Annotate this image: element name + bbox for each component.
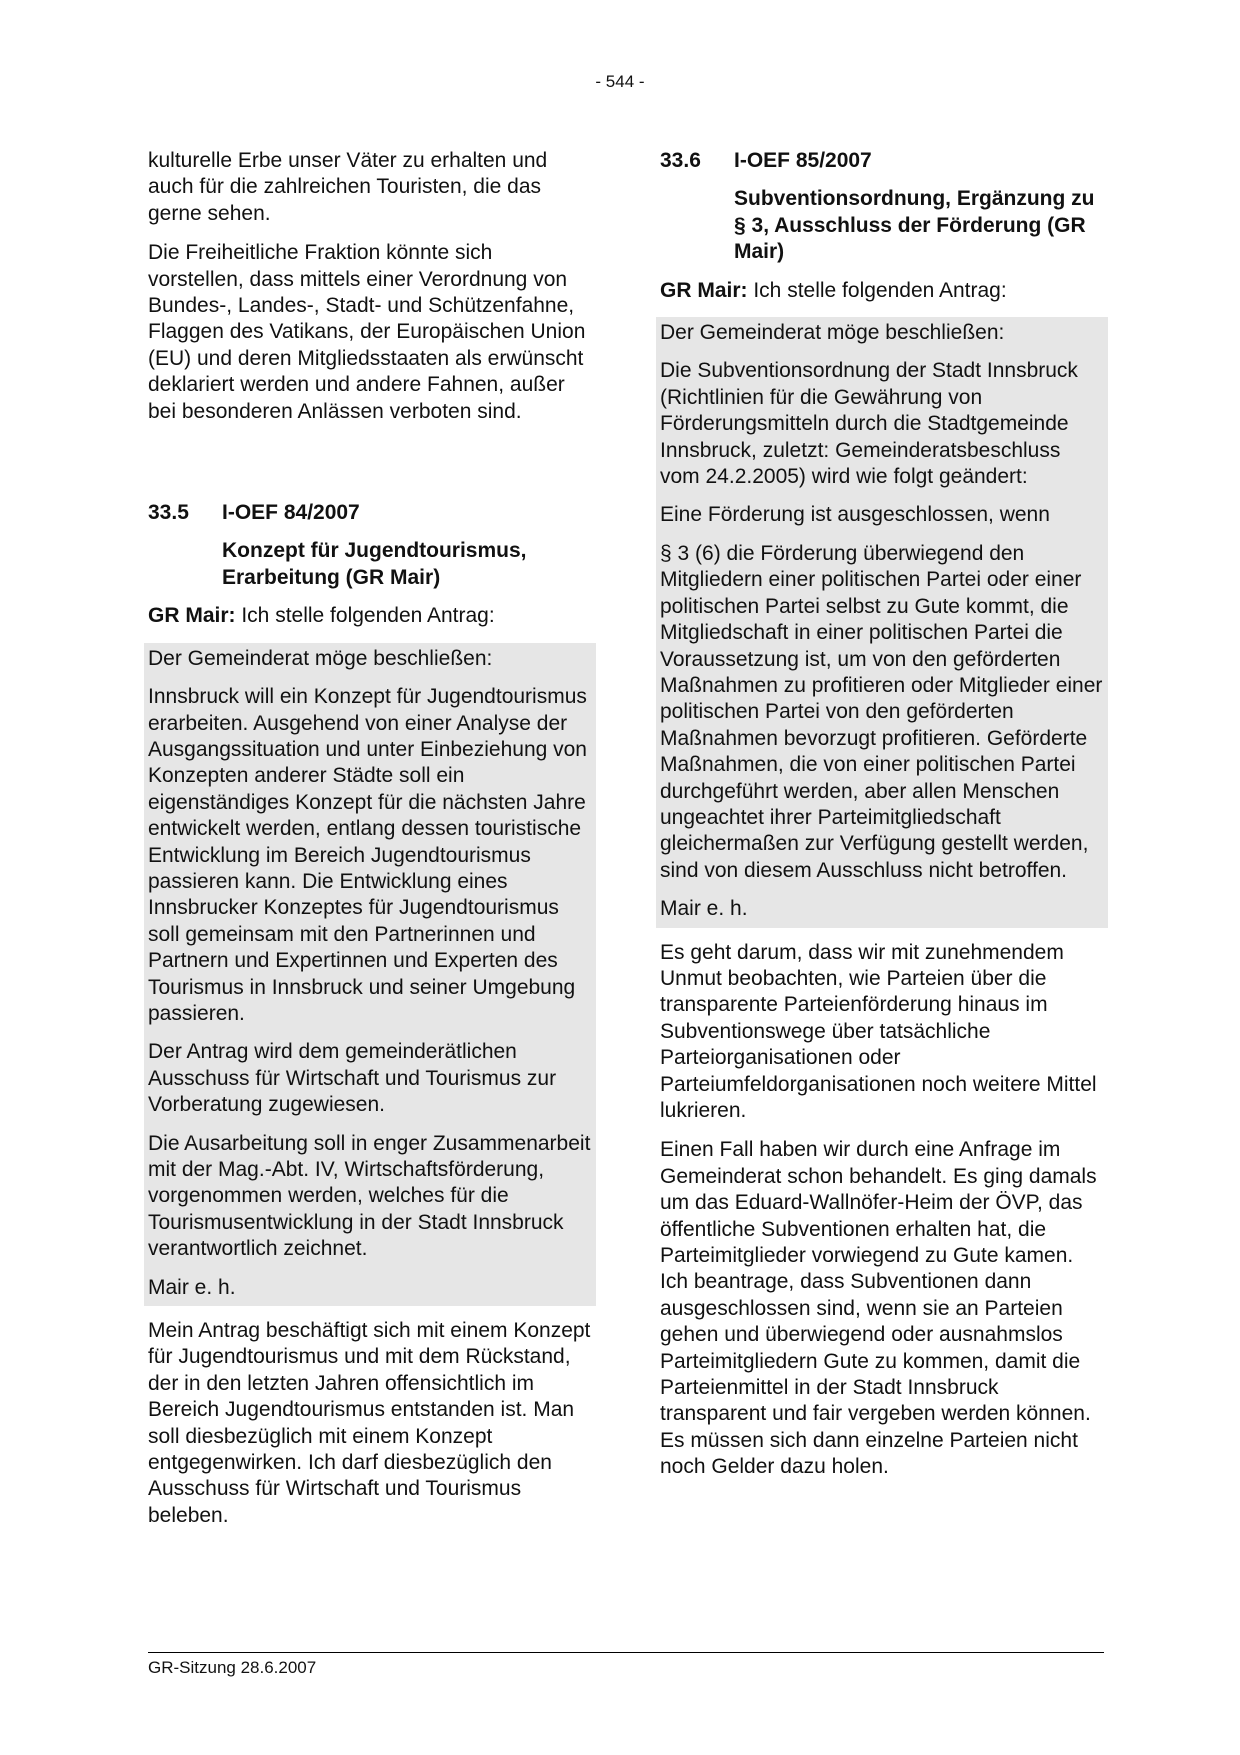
motion-box — [656, 317, 1108, 928]
left-column — [148, 148, 592, 1542]
motion-box — [144, 643, 596, 1306]
intro-paragraph: Die Freiheitliche Fraktion könnte sich vorstellen, dass mittels einer Verordnung von Bundes-, Landes-, Stadt- und Schützenfahne, Flaggen des Vatikans, der Europäischen Union (EU) und deren Mitgliedsstaaten als erwünscht deklariert werden und andere Fahnen, außer bei besonderen Anlässen verboten sind. — [148, 241, 586, 423]
speaker-line — [148, 603, 592, 629]
footer-divider — [148, 1652, 1104, 1653]
intro-paragraph: kulturelle Erbe unser Väter zu erhalten und auch für die zahlreichen Touristen, die das gerne sehen. — [148, 149, 548, 225]
section-title: Subventionsordnung, Ergänzung zu § 3, Ausschluss der Förderung (GR Mair) — [734, 187, 1095, 264]
motion-paragraph: Der Gemeinderat möge beschließen: — [660, 321, 1005, 345]
section-heading — [148, 500, 592, 526]
motion-paragraph: Der Antrag wird dem gemeinderätlichen Ausschuss für Wirtschaft und Tourismus zur Vorberatung zugewiesen. — [148, 1040, 557, 1117]
section-number: 33.6 — [660, 149, 701, 172]
explanation-paragraph: Mein Antrag beschäftigt sich mit einem Konzept für Jugendtourismus und mit dem Rückstand, der in den letzten Jahren offensichtlich im Bereich Jugendtourismus entstanden ist. Man soll diesbezüglich mit einem Konzept entgegenwirken. Ich darf diesbezüglich den Ausschuss für Wirtschaft und Tourismus beleben. — [148, 1319, 591, 1527]
section-code: I-OEF 84/2007 — [222, 501, 360, 525]
page-number: - 544 - — [595, 72, 645, 91]
right-column — [660, 148, 1104, 1494]
speaker-name: GR Mair: — [148, 604, 236, 628]
speaker-name: GR Mair: — [660, 278, 748, 302]
speaker-text: Ich stelle folgenden Antrag: — [235, 604, 495, 628]
motion-paragraph: Die Subventionsordnung der Stadt Innsbruck (Richtlinien für die Gewährung von Förderungsmitteln durch die Stadtgemeinde Innsbruck, zuletzt: Gemeinderatsbeschluss vom 24.2.2005) wird wie folgt geändert: — [660, 359, 1078, 489]
section-heading — [660, 148, 1104, 174]
section-spacer — [148, 438, 592, 500]
motion-paragraph: Der Gemeinderat möge beschließen: — [148, 646, 493, 670]
section-title: Konzept für Jugendtourismus, Erarbeitung (GR Mair) — [222, 539, 527, 589]
motion-signature: Mair e. h. — [660, 897, 748, 921]
explanation-paragraph: Es geht darum, dass wir mit zunehmendem Unmut beobachten, wie Parteien über die transparente Parteienförderung hinaus im Subventionswege über tatsächliche Parteiorganisationen oder Parteiumfeldorganisationen noch weitere Mittel lukrieren. — [660, 940, 1097, 1122]
speaker-line — [660, 278, 1104, 304]
motion-signature: Mair e. h. — [148, 1275, 236, 1299]
footer-text: GR-Sitzung 28.6.2007 — [148, 1658, 317, 1677]
motion-paragraph: § 3 (6) die Förderung überwiegend den Mitgliedern einer politischen Partei oder einer politischen Partei selbst zu Gute kommt, die Mitgliedschaft in einer politischen Partei die Voraussetzung ist, um von den geförderten Maßnahmen zu profitieren oder Mitglieder einer politischen Partei von den geförderten Maßnahmen bevorzugt profitieren. Geförderte Maßnahmen, die von einer politischen Partei durchgeführt werden, aber allen Menschen ungeachtet ihrer Parteimitgliedschaft gleichermaßen zur Verfügung gestellt werden, sind von diesem Ausschluss nicht betroffen. — [660, 541, 1103, 882]
explanation-paragraph: Einen Fall haben wir durch eine Anfrage im Gemeinderat schon behandelt. Es ging damals um das Eduard-Wallnöfer-Heim der ÖVP, das öffentliche Subventionen erhalten hat, die Parteimitglieder vorwiegend zu Gute kamen. Ich beantrage, dass Subventionen dann ausgeschlossen sind, wenn sie an Parteien gehen und überwiegend oder ausnahmslos Parteimitgliedern Gute zu kommen, damit die Parteienmittel in der Stadt Innsbruck transparent und fair vergeben werden können. Es müssen sich dann einzelne Parteien nicht noch Gelder dazu holen. — [660, 1138, 1097, 1479]
speaker-text: Ich stelle folgenden Antrag: — [747, 278, 1007, 302]
motion-paragraph: Eine Förderung ist ausgeschlossen, wenn — [660, 503, 1050, 527]
motion-paragraph: Die Ausarbeitung soll in enger Zusammenarbeit mit der Mag.-Abt. IV, Wirtschaftsförderung, vorgenommen werden, welches für die Tourismusentwicklung in der Stadt Innsbruck verantwortlich zeichnet. — [148, 1131, 591, 1261]
motion-paragraph: Innsbruck will ein Konzept für Jugendtourismus erarbeiten. Ausgehend von einer Analyse der Ausgangssituation und unter Einbeziehung von Konzepten anderer Städte soll ein eigenständiges Konzept für die nächsten Jahre entwickelt werden, entlang dessen touristische Entwicklung im Bereich Jugendtourismus passieren kann. Die Entwicklung eines Innsbrucker Konzeptes für Jugendtourismus soll gemeinsam mit den Partnerinnen und Partnern und Expertinnen und Experten des Tourismus in Innsbruck und seiner Umgebung passieren. — [148, 685, 587, 1025]
section-number: 33.5 — [148, 501, 189, 525]
section-code: I-OEF 85/2007 — [734, 149, 872, 172]
